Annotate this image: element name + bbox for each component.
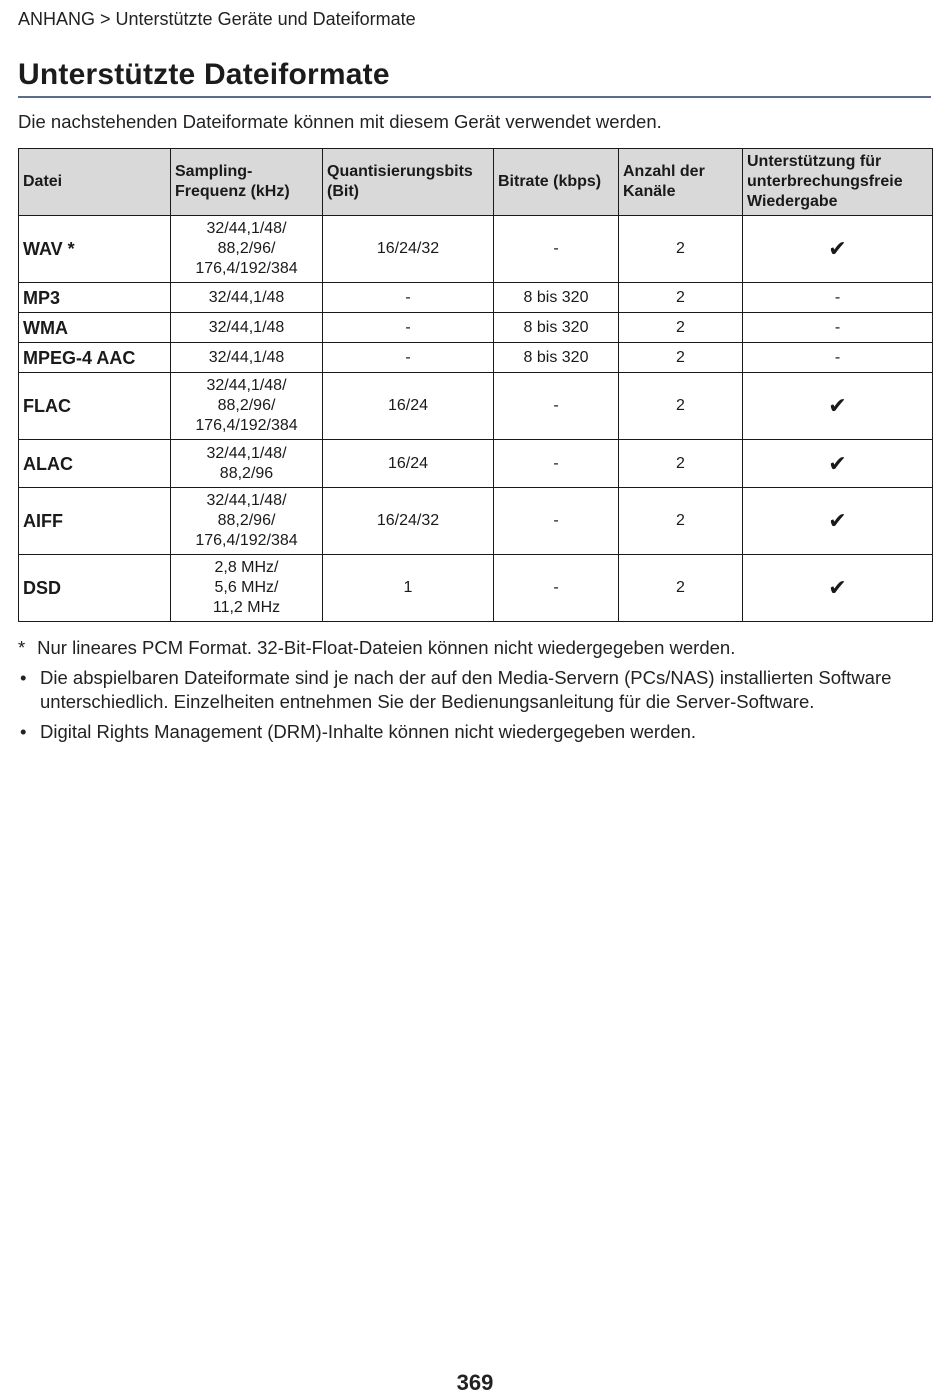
bitrate-cell: - — [494, 373, 619, 440]
intro-text: Die nachstehenden Dateiformate können mit diesem Gerät verwendet werden. — [18, 111, 662, 132]
file-name: AIFF — [19, 488, 171, 555]
bitrate-cell: 8 bis 320 — [494, 313, 619, 343]
file-format-table — [18, 148, 933, 622]
footnote — [18, 637, 735, 659]
bitrate-cell: - — [494, 440, 619, 488]
bitrate-cell: - — [494, 488, 619, 555]
bitrate-cell: 8 bis 320 — [494, 343, 619, 373]
table-row — [19, 440, 933, 488]
breadcrumb: ANHANG > Unterstützte Geräte und Dateiformate — [18, 9, 416, 29]
gapless-cell: - — [743, 343, 933, 373]
page-title: Unterstützte Dateiformate — [18, 58, 390, 91]
sampling-cell: 32/44,1/48/ 88,2/96/ 176,4/192/384 — [171, 216, 323, 283]
bits-cell: 16/24 — [323, 373, 494, 440]
bits-cell: - — [323, 313, 494, 343]
bitrate-cell: - — [494, 555, 619, 622]
channels-cell: 2 — [619, 313, 743, 343]
file-name: MPEG-4 AAC — [19, 343, 171, 373]
channels-cell: 2 — [619, 283, 743, 313]
header-channels: Anzahl der Kanäle — [619, 149, 743, 216]
file-name: ALAC — [19, 440, 171, 488]
bullet-icon: • — [20, 721, 27, 742]
table-row — [19, 343, 933, 373]
file-name: WMA — [19, 313, 171, 343]
gapless-cell: ✔ — [743, 488, 933, 555]
sampling-cell: 32/44,1/48 — [171, 313, 323, 343]
table-row — [19, 488, 933, 555]
table-header-row — [19, 149, 933, 216]
footnote-mark: * — [18, 637, 26, 658]
header-sampling: Sampling- Frequenz (kHz) — [171, 149, 323, 216]
footnote-text: Nur lineares PCM Format. 32-Bit-Float-Dateien können nicht wiedergegeben werden. — [37, 637, 736, 658]
gapless-cell: - — [743, 313, 933, 343]
bits-cell: - — [323, 343, 494, 373]
notes-list — [18, 666, 918, 750]
sampling-cell: 32/44,1/48/ 88,2/96/ 176,4/192/384 — [171, 488, 323, 555]
table-row — [19, 283, 933, 313]
bits-cell: 16/24 — [323, 440, 494, 488]
table-row — [19, 313, 933, 343]
channels-cell: 2 — [619, 373, 743, 440]
gapless-cell: ✔ — [743, 440, 933, 488]
bits-cell: 1 — [323, 555, 494, 622]
bits-cell: - — [323, 283, 494, 313]
gapless-cell: ✔ — [743, 373, 933, 440]
bullet-icon: • — [20, 667, 27, 688]
sampling-cell: 32/44,1/48 — [171, 343, 323, 373]
file-name: DSD — [19, 555, 171, 622]
file-name: MP3 — [19, 283, 171, 313]
channels-cell: 2 — [619, 440, 743, 488]
list-item: • Digital Rights Management (DRM)-Inhalte können nicht wiedergegeben werden. — [20, 721, 697, 742]
header-gapless: Unterstützung für unterbrechungsfreie Wiedergabe — [743, 149, 933, 216]
sampling-cell: 32/44,1/48/ 88,2/96/ 176,4/192/384 — [171, 373, 323, 440]
bitrate-cell: - — [494, 216, 619, 283]
sampling-cell: 32/44,1/48/ 88,2/96 — [171, 440, 323, 488]
bits-cell: 16/24/32 — [323, 488, 494, 555]
header-file: Datei — [19, 149, 171, 216]
bits-cell: 16/24/32 — [323, 216, 494, 283]
gapless-cell: ✔ — [743, 555, 933, 622]
gapless-cell: - — [743, 283, 933, 313]
channels-cell: 2 — [619, 216, 743, 283]
sampling-cell: 2,8 MHz/ 5,6 MHz/ 11,2 MHz — [171, 555, 323, 622]
channels-cell: 2 — [619, 555, 743, 622]
table-row — [19, 373, 933, 440]
channels-cell: 2 — [619, 488, 743, 555]
header-bitrate: Bitrate (kbps) — [494, 149, 619, 216]
bitrate-cell: 8 bis 320 — [494, 283, 619, 313]
header-bits: Quantisierungsbits (Bit) — [323, 149, 494, 216]
table-row — [19, 216, 933, 283]
list-item: • Die abspielbaren Dateiformate sind je nach der auf den Media-Servern (PCs/NAS) installierten Software unterschiedlich. Einzelheiten entnehmen Sie der Bedienungsanleitung für die Server-Software. — [20, 667, 892, 712]
channels-cell: 2 — [619, 343, 743, 373]
page-number: 369 — [456, 1370, 494, 1395]
table-row — [19, 555, 933, 622]
gapless-cell: ✔ — [743, 216, 933, 283]
title-divider — [18, 96, 931, 98]
file-name: FLAC — [19, 373, 171, 440]
file-name: WAV * — [19, 216, 171, 283]
sampling-cell: 32/44,1/48 — [171, 283, 323, 313]
